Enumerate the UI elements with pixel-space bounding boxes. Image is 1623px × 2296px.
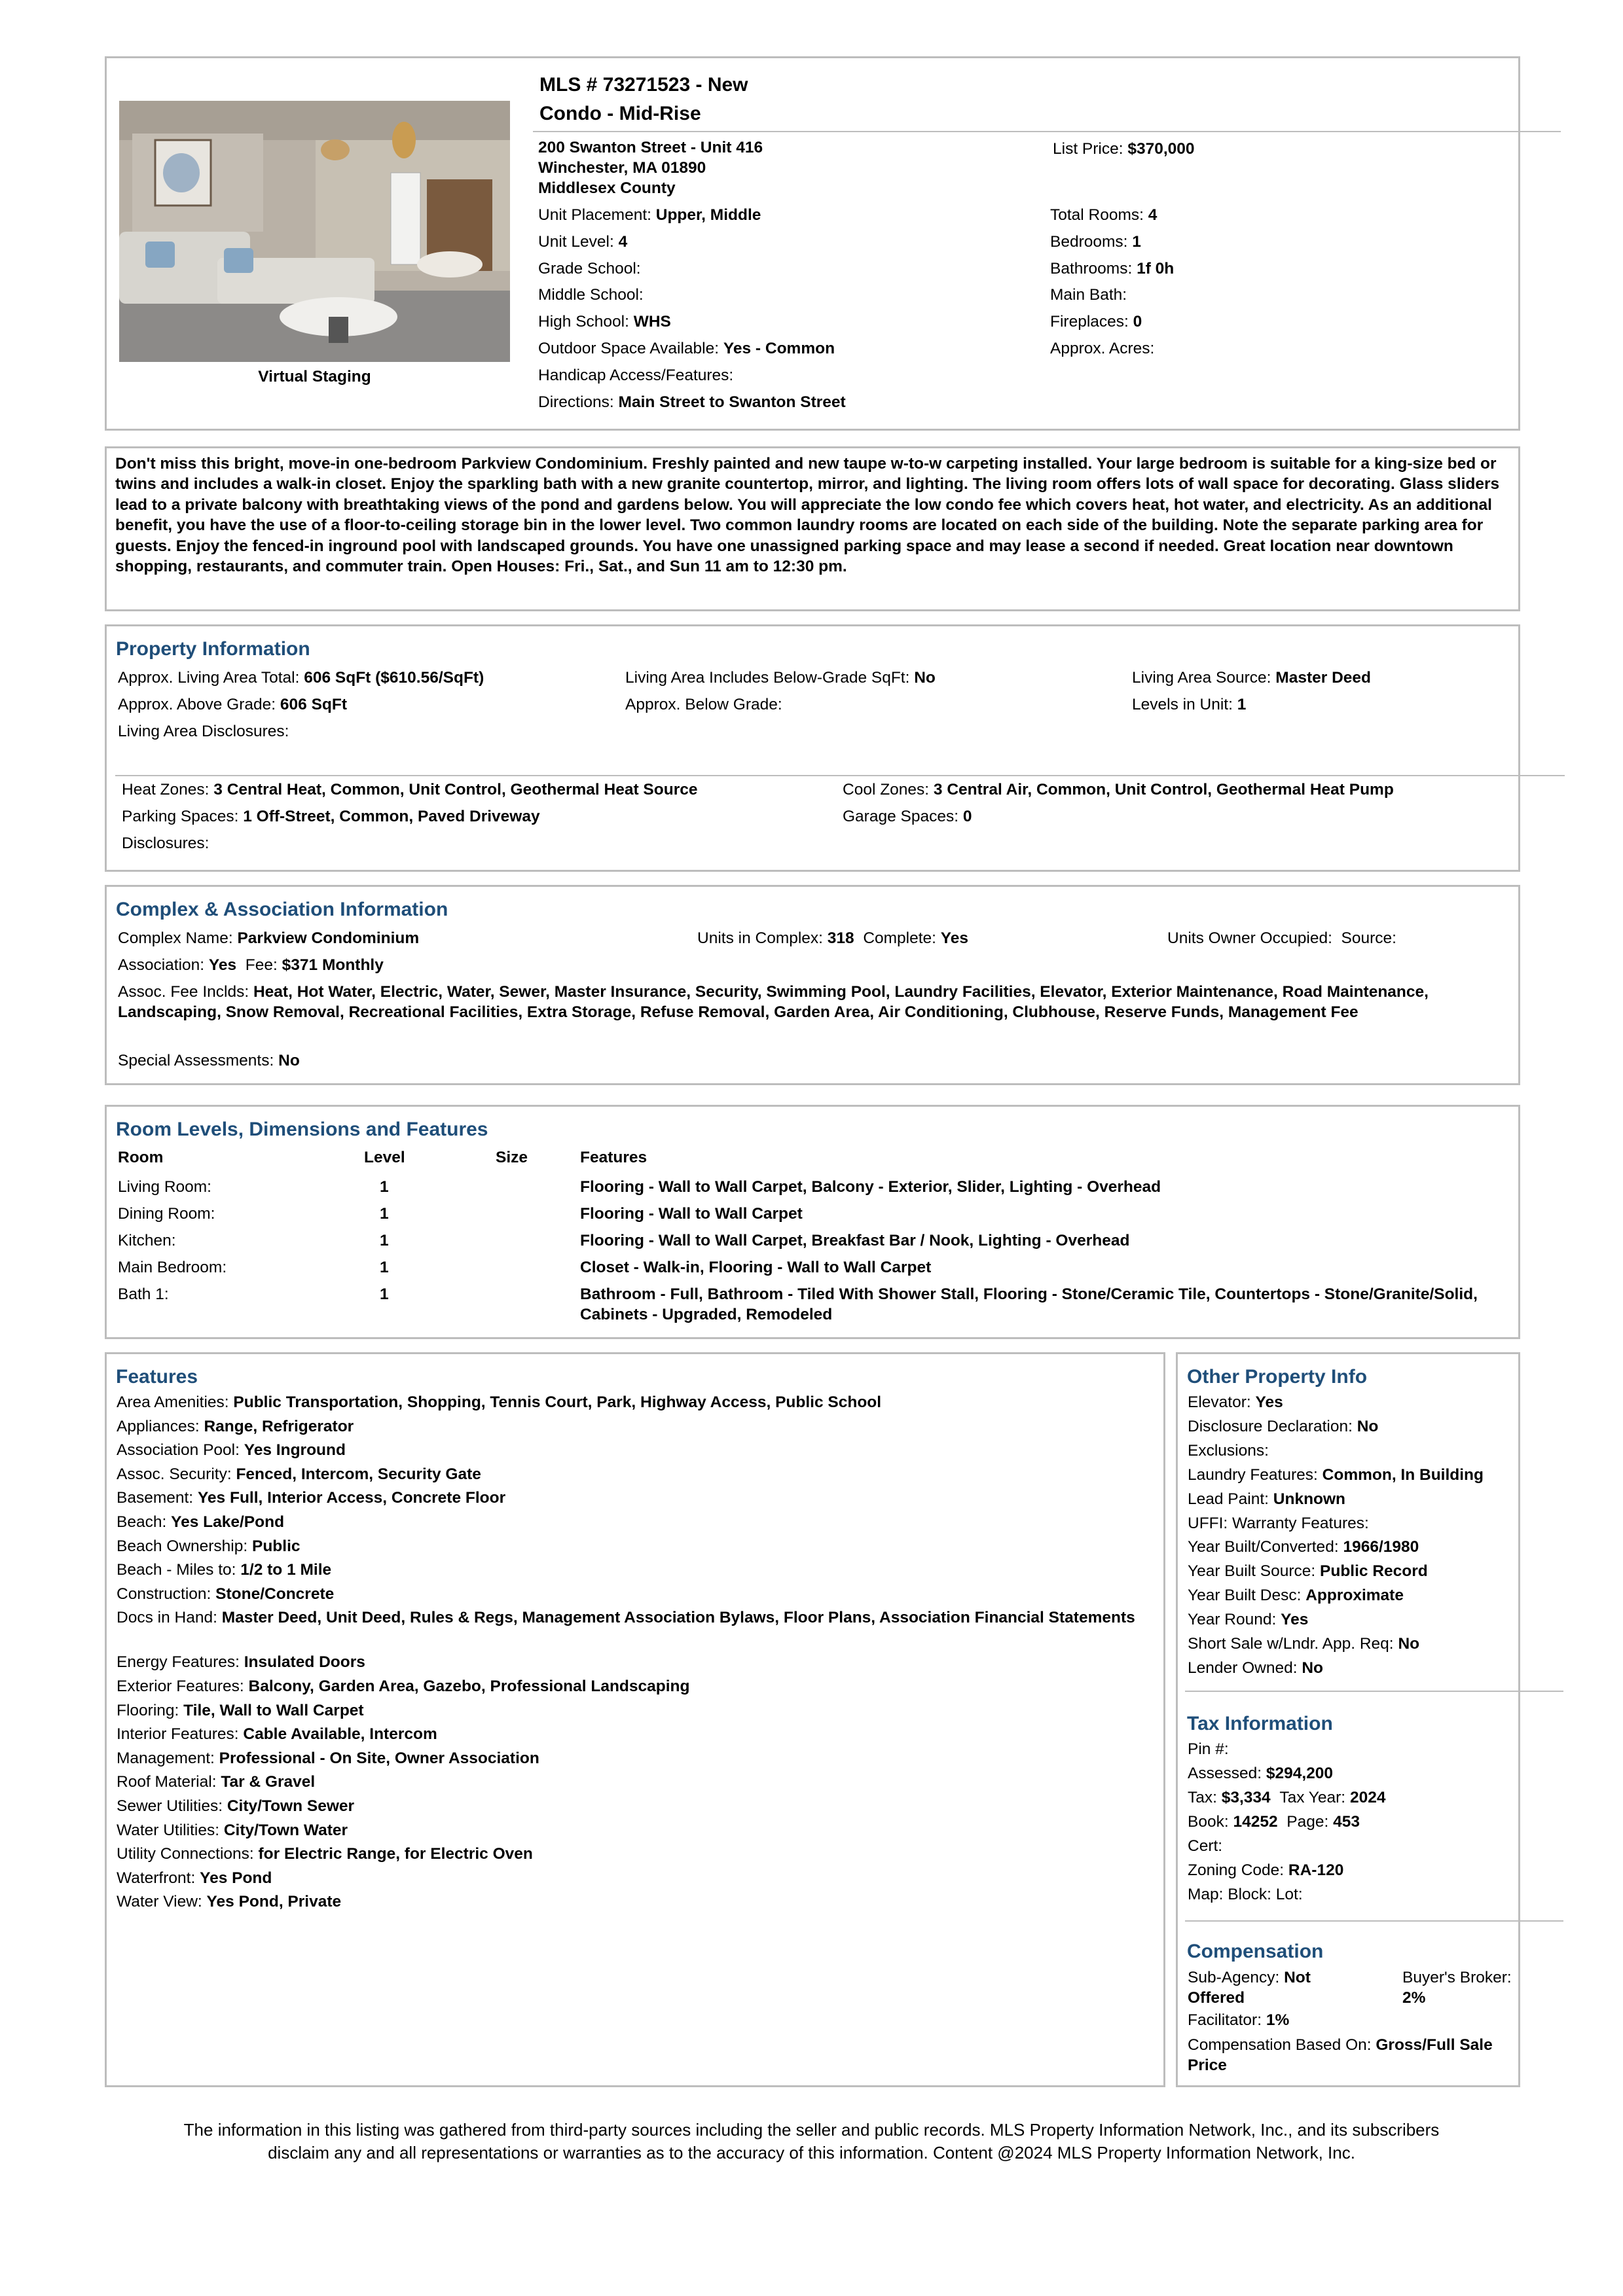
- field-label: Exclusions:: [1188, 1441, 1269, 1460]
- features.items-field: [117, 1748, 1138, 1769]
- map-block-lot: Map: Block: Lot:: [1188, 1886, 1303, 1903]
- field-value: Balcony, Garden Area, Gazebo, Professional Landscaping: [248, 1677, 690, 1695]
- public-remarks: Don't miss this bright, move-in one-bedroom Parkview Condominium. Freshly painted and new taupe w-to-w carpeting installed. Your large bedroom is suitable for a king-size bed or twins and includes a walk-in closet. Enjoy the sparkling bath with a new granite countertop, mirror, and lighting. The living room offers lots of wall space for decorating. Glass sliders lead to a private balcony with breathtaking views of the pond and gardens below. You will appreciate the low condo fee which covers heat, hot water, and electricity. As an additional benefit, you have the use of a floor-to-ceiling storage bin in the lower level. Two common laundry rooms are located on each side of the building. Note the separate parking area for guests. Enjoy the fenced-in inground pool with landscaped grounds. You have one unassigned parking space and may lease a second if needed. Great location near downtown shopping, restaurants, and commuter train. Open Houses: Fri., Sat., and Sun 11 am to 12:30 pm.: [115, 455, 1500, 576]
- complex-name: Complex Name: Parkview Condominium: [118, 929, 420, 947]
- field-label: Docs in Hand:: [117, 1609, 217, 1627]
- field-value: City/Town Water: [223, 1821, 348, 1839]
- other.items-field: [1188, 1585, 1404, 1606]
- field-label: Lead Paint:: [1188, 1490, 1269, 1508]
- field-label: Area Amenities:: [117, 1393, 229, 1411]
- field-label: Year Built Source:: [1188, 1562, 1316, 1581]
- complex-info-title: Complex & Association Information: [116, 899, 448, 920]
- field-label: Assoc. Security:: [117, 1465, 232, 1483]
- field-value: Yes - Common: [723, 340, 835, 357]
- summary_left-field: [538, 259, 641, 279]
- county: Middlesex County: [538, 179, 676, 197]
- features-title: Features: [116, 1366, 198, 1388]
- features.items-field: [117, 1868, 1138, 1889]
- summary_left-field: [538, 312, 671, 332]
- field-label: Main Bath:: [1050, 286, 1127, 304]
- field-label: Approx. Acres:: [1050, 340, 1155, 357]
- field-value: Cable Available, Intercom: [243, 1725, 437, 1744]
- field-value: Approximate: [1305, 1587, 1404, 1605]
- heat-zones: Heat Zones: 3 Central Heat, Common, Unit Control, Geothermal Heat Source: [122, 781, 698, 798]
- list-price: List Price: $370,000: [1053, 140, 1195, 158]
- field-label: Beach - Miles to:: [117, 1561, 236, 1579]
- list-price-value: $370,000: [1127, 140, 1195, 158]
- other.items-field: [1188, 1537, 1419, 1558]
- room-level-cell: 1: [380, 1285, 389, 1303]
- field-label: Year Built Desc:: [1188, 1587, 1302, 1605]
- other.items-field: [1188, 1392, 1283, 1413]
- field-label: Appliances:: [117, 1417, 200, 1435]
- rooms-header-room: Room: [118, 1149, 164, 1166]
- living-area-total: Approx. Living Area Total: 606 SqFt ($610.56/SqFt): [118, 669, 484, 687]
- field-value: No: [1302, 1659, 1324, 1677]
- mls-number: MLS # 73271523 - New: [539, 74, 748, 96]
- room-room-cell: Living Room:: [118, 1178, 211, 1196]
- features.items-field: [117, 1488, 1138, 1509]
- field-label: Interior Features:: [117, 1725, 239, 1744]
- field-value: Yes Full, Interior Access, Concrete Floor: [197, 1489, 506, 1507]
- field-value: WHS: [633, 313, 671, 331]
- field-label: Bedrooms:: [1050, 232, 1128, 251]
- features.items-field: [117, 1844, 1138, 1865]
- other.items-field: [1188, 1489, 1345, 1510]
- field-label: UFFI: Warranty Features:: [1188, 1514, 1369, 1532]
- field-label: Sewer Utilities:: [117, 1797, 223, 1815]
- features.items-field: [117, 1700, 1138, 1721]
- field-label: High School:: [538, 313, 629, 331]
- address-line-2: Winchester, MA 01890: [538, 159, 706, 177]
- comp-based-on-value-2: Price: [1188, 2056, 1227, 2074]
- room-features-cell: Flooring - Wall to Wall Carpet, Balcony - Exterior, Slider, Lighting - Overhead: [580, 1178, 1161, 1196]
- features.items-field: [117, 1892, 1138, 1912]
- other.items-field: [1188, 1658, 1323, 1679]
- tax-info-title: Tax Information: [1187, 1713, 1333, 1734]
- rooms-header-features: Features: [580, 1149, 647, 1166]
- field-value: Upper, Middle: [655, 206, 761, 224]
- features.items-field: [117, 1772, 1138, 1793]
- summary_right-field: [1050, 338, 1154, 359]
- summary_left-field: [538, 365, 733, 386]
- field-label: Disclosure Declaration:: [1188, 1417, 1353, 1435]
- field-value: Yes Pond: [200, 1869, 272, 1887]
- disclaimer-line-2: disclaim any and all representations or warranties as to the accuracy of this information. Content @2024 MLS Property Information Network, Inc.: [268, 2143, 1355, 2162]
- association-fee: Association: Yes Fee: $371 Monthly: [118, 956, 384, 974]
- room-room-cell: Dining Room:: [118, 1205, 215, 1223]
- field-value: Professional - On Site, Owner Association: [219, 1749, 539, 1767]
- field-label: Elevator:: [1188, 1393, 1251, 1411]
- summary_right-field: [1050, 232, 1141, 253]
- above-grade: Approx. Above Grade: 606 SqFt: [118, 696, 348, 713]
- features.items-field: [117, 1416, 1138, 1437]
- field-value: Common, In Building: [1322, 1465, 1484, 1484]
- summary_right-field: [1050, 259, 1174, 279]
- field-value: No: [1357, 1417, 1379, 1435]
- field-value: Public Record: [1320, 1562, 1428, 1581]
- other.items-field: [1188, 1441, 1269, 1462]
- field-label: Lender Owned:: [1188, 1659, 1298, 1677]
- field-label: Energy Features:: [117, 1653, 240, 1672]
- field-value: Yes Pond, Private: [206, 1893, 342, 1911]
- summary_left-field: [538, 232, 627, 253]
- field-value: 4: [1148, 206, 1158, 224]
- summary_left-field: [538, 392, 846, 413]
- field-value: Tar & Gravel: [221, 1773, 316, 1791]
- tax-divider: [1185, 1920, 1563, 1922]
- room-room-cell: Kitchen:: [118, 1232, 176, 1249]
- property-type: Condo - Mid-Rise: [539, 103, 701, 124]
- field-value: Range, Refrigerator: [204, 1417, 354, 1435]
- field-label: Water Utilities:: [117, 1821, 220, 1839]
- field-value: Unknown: [1273, 1490, 1346, 1508]
- tax-amount: Tax: $3,334 Tax Year: 2024: [1188, 1789, 1386, 1806]
- field-label: Year Round:: [1188, 1611, 1277, 1629]
- listing-photo[interactable]: [119, 101, 510, 362]
- field-label: Laundry Features:: [1188, 1465, 1318, 1484]
- features.items-field: [117, 1560, 1138, 1581]
- field-label: Beach Ownership:: [117, 1537, 248, 1555]
- other.items-field: [1188, 1634, 1419, 1655]
- features.items-field: [117, 1512, 1138, 1533]
- field-label: Outdoor Space Available:: [538, 340, 720, 357]
- room-features-cell: Closet - Walk-in, Flooring - Wall to Wall Carpet: [580, 1259, 932, 1276]
- field-value: Yes Lake/Pond: [171, 1513, 285, 1531]
- features.items-field: [117, 1464, 1138, 1485]
- comp-based-on: Compensation Based On: Gross/Full Sale: [1188, 2036, 1493, 2054]
- buyers-broker: Buyer's Broker:: [1402, 1969, 1512, 1986]
- field-label: Fireplaces:: [1050, 313, 1129, 331]
- sub-agency-value-2: Offered: [1188, 1989, 1245, 2007]
- room-features-cell: Flooring - Wall to Wall Carpet: [580, 1205, 803, 1223]
- tax-assessed: Assessed: $294,200: [1188, 1765, 1334, 1782]
- room-features-cell: Bathroom - Full, Bathroom - Tiled With Shower Stall, Flooring - Stone/Ceramic Tile, Countertops - Stone/Granite/Solid, Cabinets - Upgraded, Remodeled: [580, 1285, 1478, 1324]
- summary_left-field: [538, 205, 761, 226]
- units-owner-occupied: Units Owner Occupied: Source:: [1167, 929, 1396, 947]
- other.items-field: [1188, 1465, 1484, 1486]
- field-label: Unit Level:: [538, 232, 614, 251]
- below-grade: Approx. Below Grade:: [625, 696, 782, 713]
- units-in-complex: Units in Complex: 318 Complete: Yes: [697, 929, 969, 947]
- other.items-field: [1188, 1561, 1428, 1582]
- summary_left-field: [538, 338, 835, 359]
- summary_left-field: [538, 285, 644, 306]
- other-divider: [1185, 1691, 1563, 1692]
- field-label: Unit Placement:: [538, 206, 651, 224]
- other-info-title: Other Property Info: [1187, 1366, 1368, 1388]
- room-level-cell: 1: [380, 1259, 389, 1276]
- other.items-field: [1188, 1513, 1369, 1534]
- field-value: Master Deed, Unit Deed, Rules & Regs, Management Association Bylaws, Floor Plans, Association Financial Statements: [221, 1609, 1135, 1627]
- field-value: Tile, Wall to Wall Carpet: [183, 1701, 364, 1719]
- field-value: 1: [1132, 232, 1141, 251]
- property-divider: [115, 775, 1565, 776]
- header-divider: [533, 131, 1561, 132]
- tax-pin: Pin #:: [1188, 1740, 1229, 1758]
- field-label: Beach:: [117, 1513, 167, 1531]
- field-label: Roof Material:: [117, 1773, 217, 1791]
- living-area-source: Living Area Source: Master Deed: [1132, 669, 1371, 687]
- assoc-fee-includes: Assoc. Fee Inclds: Heat, Hot Water, Electric, Water, Sewer, Master Insurance, Security, Swimming Pool, Laundry Facilities, Elevator, Exterior Maintenance, Road Maintenance, Landscaping, Snow Removal, Recreational Facilities, Extra Storage, Refuse Removal, Garden Area, Air Conditioning, Clubhouse, Reserve Funds, Management Fee: [118, 983, 1429, 1022]
- parking-spaces: Parking Spaces: 1 Off-Street, Common, Paved Driveway: [122, 808, 540, 825]
- summary_right-field: [1050, 285, 1127, 306]
- field-label: Water View:: [117, 1893, 202, 1911]
- field-label: Flooring:: [117, 1701, 179, 1719]
- field-value: 1f 0h: [1137, 259, 1175, 278]
- field-label: Handicap Access/Features:: [538, 366, 734, 384]
- field-value: Public: [252, 1537, 301, 1555]
- field-value: Stone/Concrete: [215, 1585, 335, 1603]
- field-label: Waterfront:: [117, 1869, 196, 1887]
- field-value: 1/2 to 1 Mile: [240, 1561, 332, 1579]
- room-room-cell: Bath 1:: [118, 1285, 169, 1303]
- field-value: for Electric Range, for Electric Oven: [258, 1845, 533, 1863]
- field-value: 4: [618, 232, 628, 251]
- field-value: City/Town Sewer: [227, 1797, 355, 1815]
- property-info-box: [105, 624, 1520, 872]
- levels-in-unit: Levels in Unit: 1: [1132, 696, 1247, 713]
- summary_right-field: [1050, 312, 1142, 332]
- field-value: Yes Inground: [244, 1441, 346, 1460]
- field-label: Utility Connections:: [117, 1845, 254, 1863]
- field-value: 1966/1980: [1343, 1538, 1419, 1556]
- room-level-cell: 1: [380, 1232, 389, 1249]
- field-label: Association Pool:: [117, 1441, 240, 1460]
- tax-cert: Cert:: [1188, 1837, 1223, 1855]
- rooms-header-level: Level: [364, 1149, 405, 1166]
- field-label: Total Rooms:: [1050, 206, 1144, 224]
- other.items-field: [1188, 1609, 1308, 1630]
- field-label: Management:: [117, 1749, 215, 1767]
- room-level-cell: 1: [380, 1205, 389, 1223]
- features.items-field: [117, 1536, 1138, 1557]
- rooms-header-size: Size: [496, 1149, 528, 1166]
- features.items-field: [117, 1724, 1138, 1745]
- tax-book-page: Book: 14252 Page: 453: [1188, 1813, 1360, 1831]
- features.items-field: [117, 1676, 1138, 1697]
- field-label: Short Sale w/Lndr. App. Req:: [1188, 1635, 1394, 1653]
- sub-agency: Sub-Agency: Not: [1188, 1969, 1311, 1986]
- room-level-cell: 1: [380, 1178, 389, 1196]
- field-label: Year Built/Converted:: [1188, 1538, 1339, 1556]
- compensation-title: Compensation: [1187, 1941, 1324, 1962]
- summary_right-field: [1050, 205, 1157, 226]
- field-value: Yes: [1281, 1611, 1309, 1629]
- features.items-field: [117, 1440, 1138, 1461]
- field-label: Middle School:: [538, 286, 644, 304]
- field-value: Insulated Doors: [244, 1653, 365, 1672]
- features.items-field: [117, 1820, 1138, 1841]
- disclaimer-line-1: The information in this listing was gathered from third-party sources including the seller and public records. MLS Property Information Network, Inc., and its subscribers: [183, 2120, 1440, 2140]
- features.items-field: [117, 1584, 1138, 1605]
- field-value: Main Street to Swanton Street: [618, 393, 846, 411]
- property-disclosures: Disclosures:: [122, 834, 210, 852]
- features.items-field: [117, 1607, 1138, 1628]
- field-label: Bathrooms:: [1050, 259, 1133, 278]
- features.items-field: [117, 1652, 1138, 1673]
- field-label: Grade School:: [538, 259, 641, 278]
- features.items-field: [117, 1392, 1138, 1413]
- address-line-1: 200 Swanton Street - Unit 416: [538, 139, 763, 156]
- garage-spaces: Garage Spaces: 0: [843, 808, 972, 825]
- living-area-disclosures: Living Area Disclosures:: [118, 723, 289, 740]
- other.items-field: [1188, 1416, 1378, 1437]
- field-label: Exterior Features:: [117, 1677, 244, 1695]
- room-features-cell: Flooring - Wall to Wall Carpet, Breakfast Bar / Nook, Lighting - Overhead: [580, 1232, 1130, 1249]
- living-room-photo-icon: [119, 101, 510, 362]
- field-value: Fenced, Intercom, Security Gate: [236, 1465, 481, 1483]
- field-label: Basement:: [117, 1489, 194, 1507]
- field-value: Public Transportation, Shopping, Tennis Court, Park, Highway Access, Public School: [233, 1393, 882, 1411]
- zoning-code: Zoning Code: RA-120: [1188, 1861, 1344, 1879]
- field-value: No: [1398, 1635, 1420, 1653]
- below-grade-included: Living Area Includes Below-Grade SqFt: No: [625, 669, 936, 687]
- features.items-field: [117, 1796, 1138, 1817]
- facilitator: Facilitator: 1%: [1188, 2011, 1290, 2029]
- room-room-cell: Main Bedroom:: [118, 1259, 227, 1276]
- rooms-title: Room Levels, Dimensions and Features: [116, 1119, 488, 1140]
- field-value: Yes: [1255, 1393, 1283, 1411]
- field-value: 0: [1133, 313, 1142, 331]
- property-info-title: Property Information: [116, 638, 310, 660]
- cool-zones: Cool Zones: 3 Central Air, Common, Unit Control, Geothermal Heat Pump: [843, 781, 1394, 798]
- field-label: Directions:: [538, 393, 614, 411]
- buyers-broker-value: 2%: [1402, 1989, 1426, 2007]
- photo-caption: Virtual Staging: [258, 368, 371, 386]
- special-assessments: Special Assessments: No: [118, 1052, 300, 1069]
- field-label: Construction:: [117, 1585, 211, 1603]
